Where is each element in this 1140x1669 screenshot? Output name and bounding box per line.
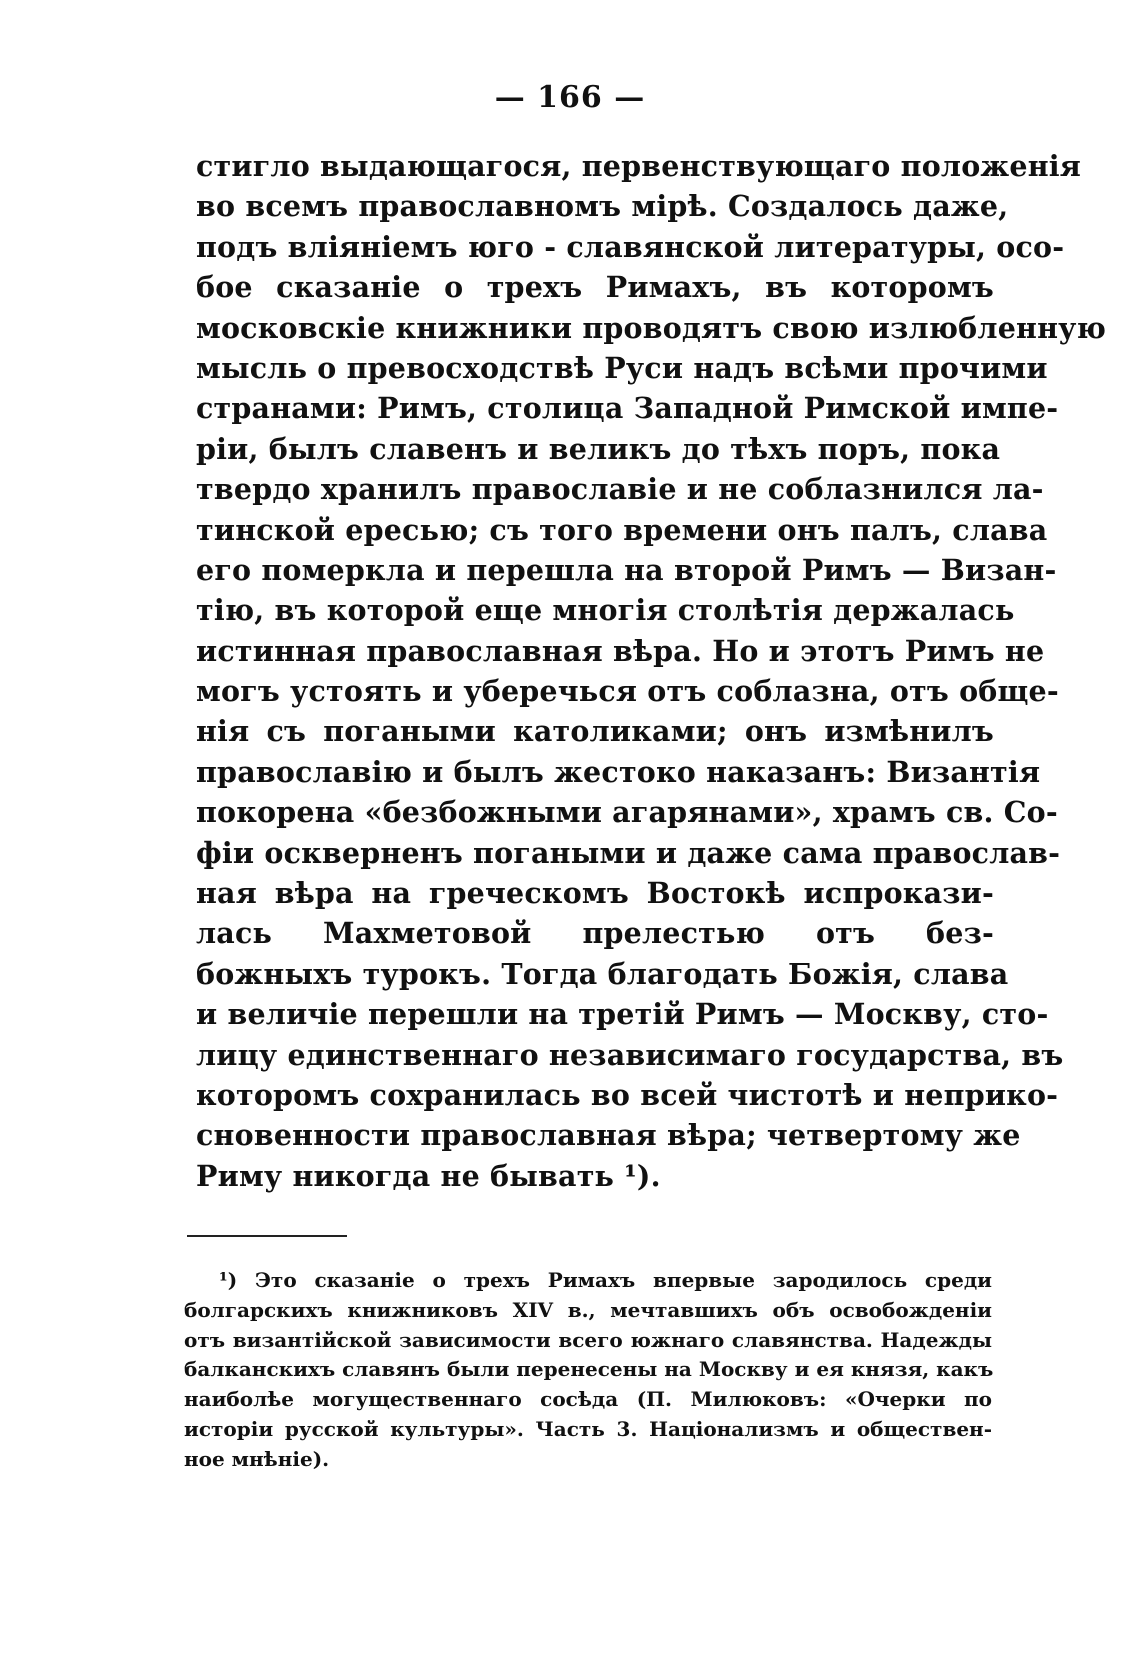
text-line: которомъ сохранилась во всей чистотѣ и неприко- [196,1077,1059,1112]
text-line: мысль о превосходствѣ Руси надъ всѣми прочими [196,350,1048,385]
footnote-line: болгарскихъ книжниковъ XIV в., мечтавшихъ объ освобожденіи [184,1297,992,1322]
text-line: фіи оскверненъ погаными и даже сама православ- [196,835,1061,870]
text-line: божныхъ турокъ. Тогда благодать Божія, слава [196,956,1009,991]
text-line: покорена «безбожными агарянами», храмъ св. Со- [196,795,1058,830]
footnote-line: отъ византійской зависимости всего южнаго славянства. Надежды [184,1327,992,1352]
footnote-line: ¹) Это сказаніе о трехъ Римахъ впервые зародилось среди [219,1268,992,1292]
text-line: Риму никогда не бывать ¹). [196,1158,661,1193]
text-line: могъ устоять и уберечься отъ соблазна, отъ обще- [196,674,1059,709]
text-line: странами: Римъ, столица Западной Римской импе- [196,391,1059,426]
text-line: бое сказаніе о трехъ Римахъ, въ которомъ [196,270,994,305]
text-line: его померкла и перешла на второй Римъ — Визан- [196,552,1057,587]
text-line: сновенности православная вѣра; четвертому же [196,1118,1021,1153]
text-line: православію и былъ жестоко наказанъ: Византія [196,754,1041,789]
text-line: лицу единственнаго независимаго государства, въ [196,1037,1064,1072]
text-line: и величіе перешли на третій Римъ — Москву, сто- [196,997,1049,1032]
text-line: московскіе книжники проводятъ свою излюбленную [196,310,1107,345]
text-line: твердо хранилъ православіе и не соблазнился ла- [196,472,1044,507]
text-line: лась Махметовой прелестью отъ без- [196,916,994,951]
footnote-line: исторіи русской культуры». Часть 3. Націонализмъ и обществен- [184,1416,992,1441]
text-line: стигло выдающагося, первенствующаго положенія [196,149,1082,183]
main-text [196,146,1107,1196]
text-line: нія съ погаными католиками; онъ измѣнилъ [196,714,994,749]
footnote-line: наиболѣе могущественнаго сосѣда (П. Милюковъ: «Очерки по [184,1387,992,1412]
footnote-separator [187,1235,347,1237]
text-line: истинная православная вѣра. Но и этотъ Римъ не [196,633,1045,668]
text-line: тинской ересью; съ того времени онъ палъ, слава [196,512,1048,547]
text-line: ріи, былъ славенъ и великъ до тѣхъ поръ, пока [196,431,1001,466]
text-line: во всемъ православномъ мірѣ. Создалось даже, [196,189,1009,224]
text-line: ная вѣра на греческомъ Востокѣ испрокази- [196,876,994,911]
text-line: тію, въ которой еще многія столѣтія держалась [196,593,1015,628]
text-line: подъ вліяніемъ юго - славянской литературы, осо- [196,229,1065,264]
footnote [184,1266,992,1475]
footnote-line: ное мнѣніе). [184,1446,330,1471]
page-number: — 166 — [494,80,646,115]
footnote-line: балканскихъ славянъ были перенесены на Москву и ея князя, какъ [184,1357,994,1382]
